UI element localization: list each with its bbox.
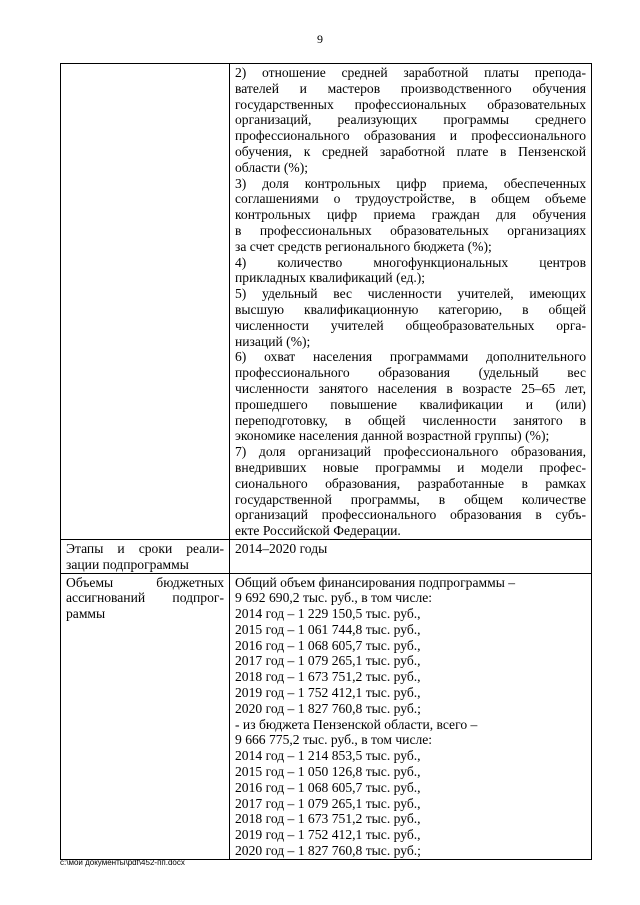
- indicator-line: организаций профессионального образования в субъ-: [235, 507, 586, 523]
- budget-value-line: 2017 год – 1 079 265,1 тыс. руб.,: [235, 795, 421, 811]
- indicator-line: профессионального образования (удельный вес: [235, 365, 586, 381]
- budget-value-line: 2019 год – 1 752 412,1 тыс. руб.,: [235, 685, 421, 701]
- stages-label-cell: [61, 539, 230, 573]
- indicator-line: 7) доля организаций профессионального образования,: [235, 444, 586, 460]
- table-row-stages: [61, 539, 592, 573]
- indicator-line: 3) доля контрольных цифр приема, обеспеченных: [235, 175, 586, 191]
- stages-label-line: Этапы и сроки реали-: [66, 540, 224, 556]
- indicator-line: профессионального образования и профессионального: [235, 128, 586, 144]
- indicator-line: государственной программы, в общем количестве: [235, 491, 586, 507]
- indicator-line-end: экономике населения данной возрастной группы) (%);: [235, 428, 550, 444]
- indicator-line: контрольных цифр приема граждан для обучения: [235, 207, 586, 223]
- table-row-budget: [61, 573, 592, 859]
- indicator-line: обучения, к средней заработной плате в Пензенской: [235, 143, 586, 159]
- budget-value-line: 2020 год – 1 827 760,8 тыс. руб.;: [235, 843, 421, 859]
- indicator-line-end: екте Российской Федерации.: [235, 523, 401, 539]
- budget-value-line: - из бюджета Пензенской области, всего –: [235, 716, 478, 732]
- indicator-line-end: прикладных квалификаций (ед.);: [235, 270, 426, 286]
- indicator-line: 2) отношение средней заработной платы препода-: [235, 65, 586, 80]
- indicator-line-end: за счет средств регионального бюджета (%);: [235, 238, 492, 254]
- indicator-line: сионального образования, разработанные в рамках: [235, 475, 586, 491]
- table-row-indicators: [61, 64, 592, 540]
- indicator-line: 4) количество многофункциональных центров: [235, 254, 586, 270]
- stages-label-line-end: зации подпрограммы: [66, 556, 189, 572]
- budget-value-line: 2014 год – 1 229 150,5 тыс. руб.,: [235, 606, 421, 622]
- budget-value-line: 2015 год – 1 061 744,8 тыс. руб.,: [235, 621, 421, 637]
- indicator-line-end: низаций (%);: [235, 333, 311, 349]
- budget-value-line: 2015 год – 1 050 126,8 тыс. руб.,: [235, 764, 421, 780]
- indicator-line-end: области (%);: [235, 159, 308, 175]
- indicator-line: соглашениями о трудоустройстве, в общем объеме: [235, 191, 586, 207]
- indicator-line: численности учителей общеобразовательных орга-: [235, 317, 586, 333]
- budget-value-line: 2018 год – 1 673 751,2 тыс. руб.,: [235, 669, 421, 685]
- indicator-line: государственных профессиональных образовательных: [235, 96, 586, 112]
- budget-value-line: 2019 год – 1 752 412,1 тыс. руб.,: [235, 827, 421, 843]
- budget-value-line: 2014 год – 1 214 853,5 тыс. руб.,: [235, 748, 421, 764]
- stages-value-cell: [230, 539, 592, 573]
- budget-label-line-end: раммы: [66, 606, 106, 622]
- indicator-line: 5) удельный вес численности учителей, имеющих: [235, 286, 586, 302]
- indicator-line: высшую квалификационную категорию, в общей: [235, 301, 586, 317]
- indicator-line: вателей и мастеров производственного обучения: [235, 80, 586, 96]
- indicator-line: в профессиональных образовательных организациях: [235, 222, 586, 238]
- budget-value-line: 9 666 775,2 тыс. руб., в том числе:: [235, 732, 433, 748]
- footer-file-path: c:\мои документы\pdf\452-пп.docx: [60, 858, 185, 867]
- budget-value-line: 2016 год – 1 068 605,7 тыс. руб.,: [235, 637, 421, 653]
- indicator-line: численности занятого населения в возрасте 25–65 лет,: [235, 380, 586, 396]
- budget-value-line: 2020 год – 1 827 760,8 тыс. руб.;: [235, 700, 421, 716]
- budget-value-line: 9 692 690,2 тыс. руб., в том числе:: [235, 590, 433, 606]
- indicator-line: внедривших новые программы и модели профес-: [235, 459, 586, 475]
- budget-value-line: 2017 год – 1 079 265,1 тыс. руб.,: [235, 653, 421, 669]
- budget-value-line: 2016 год – 1 068 605,7 тыс. руб.,: [235, 779, 421, 795]
- indicator-line: переподготовку, в общей численности занятого в: [235, 412, 586, 428]
- budget-label-cell: [61, 573, 230, 859]
- indicator-line: прошедшего повышение квалификации и (или): [235, 396, 586, 412]
- budget-label-line: ассигнований подпрог-: [66, 590, 224, 606]
- indicators-value-cell: [230, 64, 592, 540]
- budget-value-line: 2018 год – 1 673 751,2 тыс. руб.,: [235, 811, 421, 827]
- subprogram-passport-table: [60, 63, 592, 860]
- stages-value: 2014–2020 годы: [235, 540, 328, 556]
- indicators-label-cell: [61, 64, 230, 540]
- page-number: 9: [317, 32, 323, 46]
- budget-label-line: Объемы бюджетных: [66, 574, 224, 590]
- indicator-line: 6) охват населения программами дополнительного: [235, 349, 586, 365]
- budget-value-line: Общий объем финансирования подпрограммы –: [235, 574, 516, 590]
- budget-value-cell: [230, 573, 592, 859]
- indicator-line: организаций, реализующих программы среднего: [235, 112, 586, 128]
